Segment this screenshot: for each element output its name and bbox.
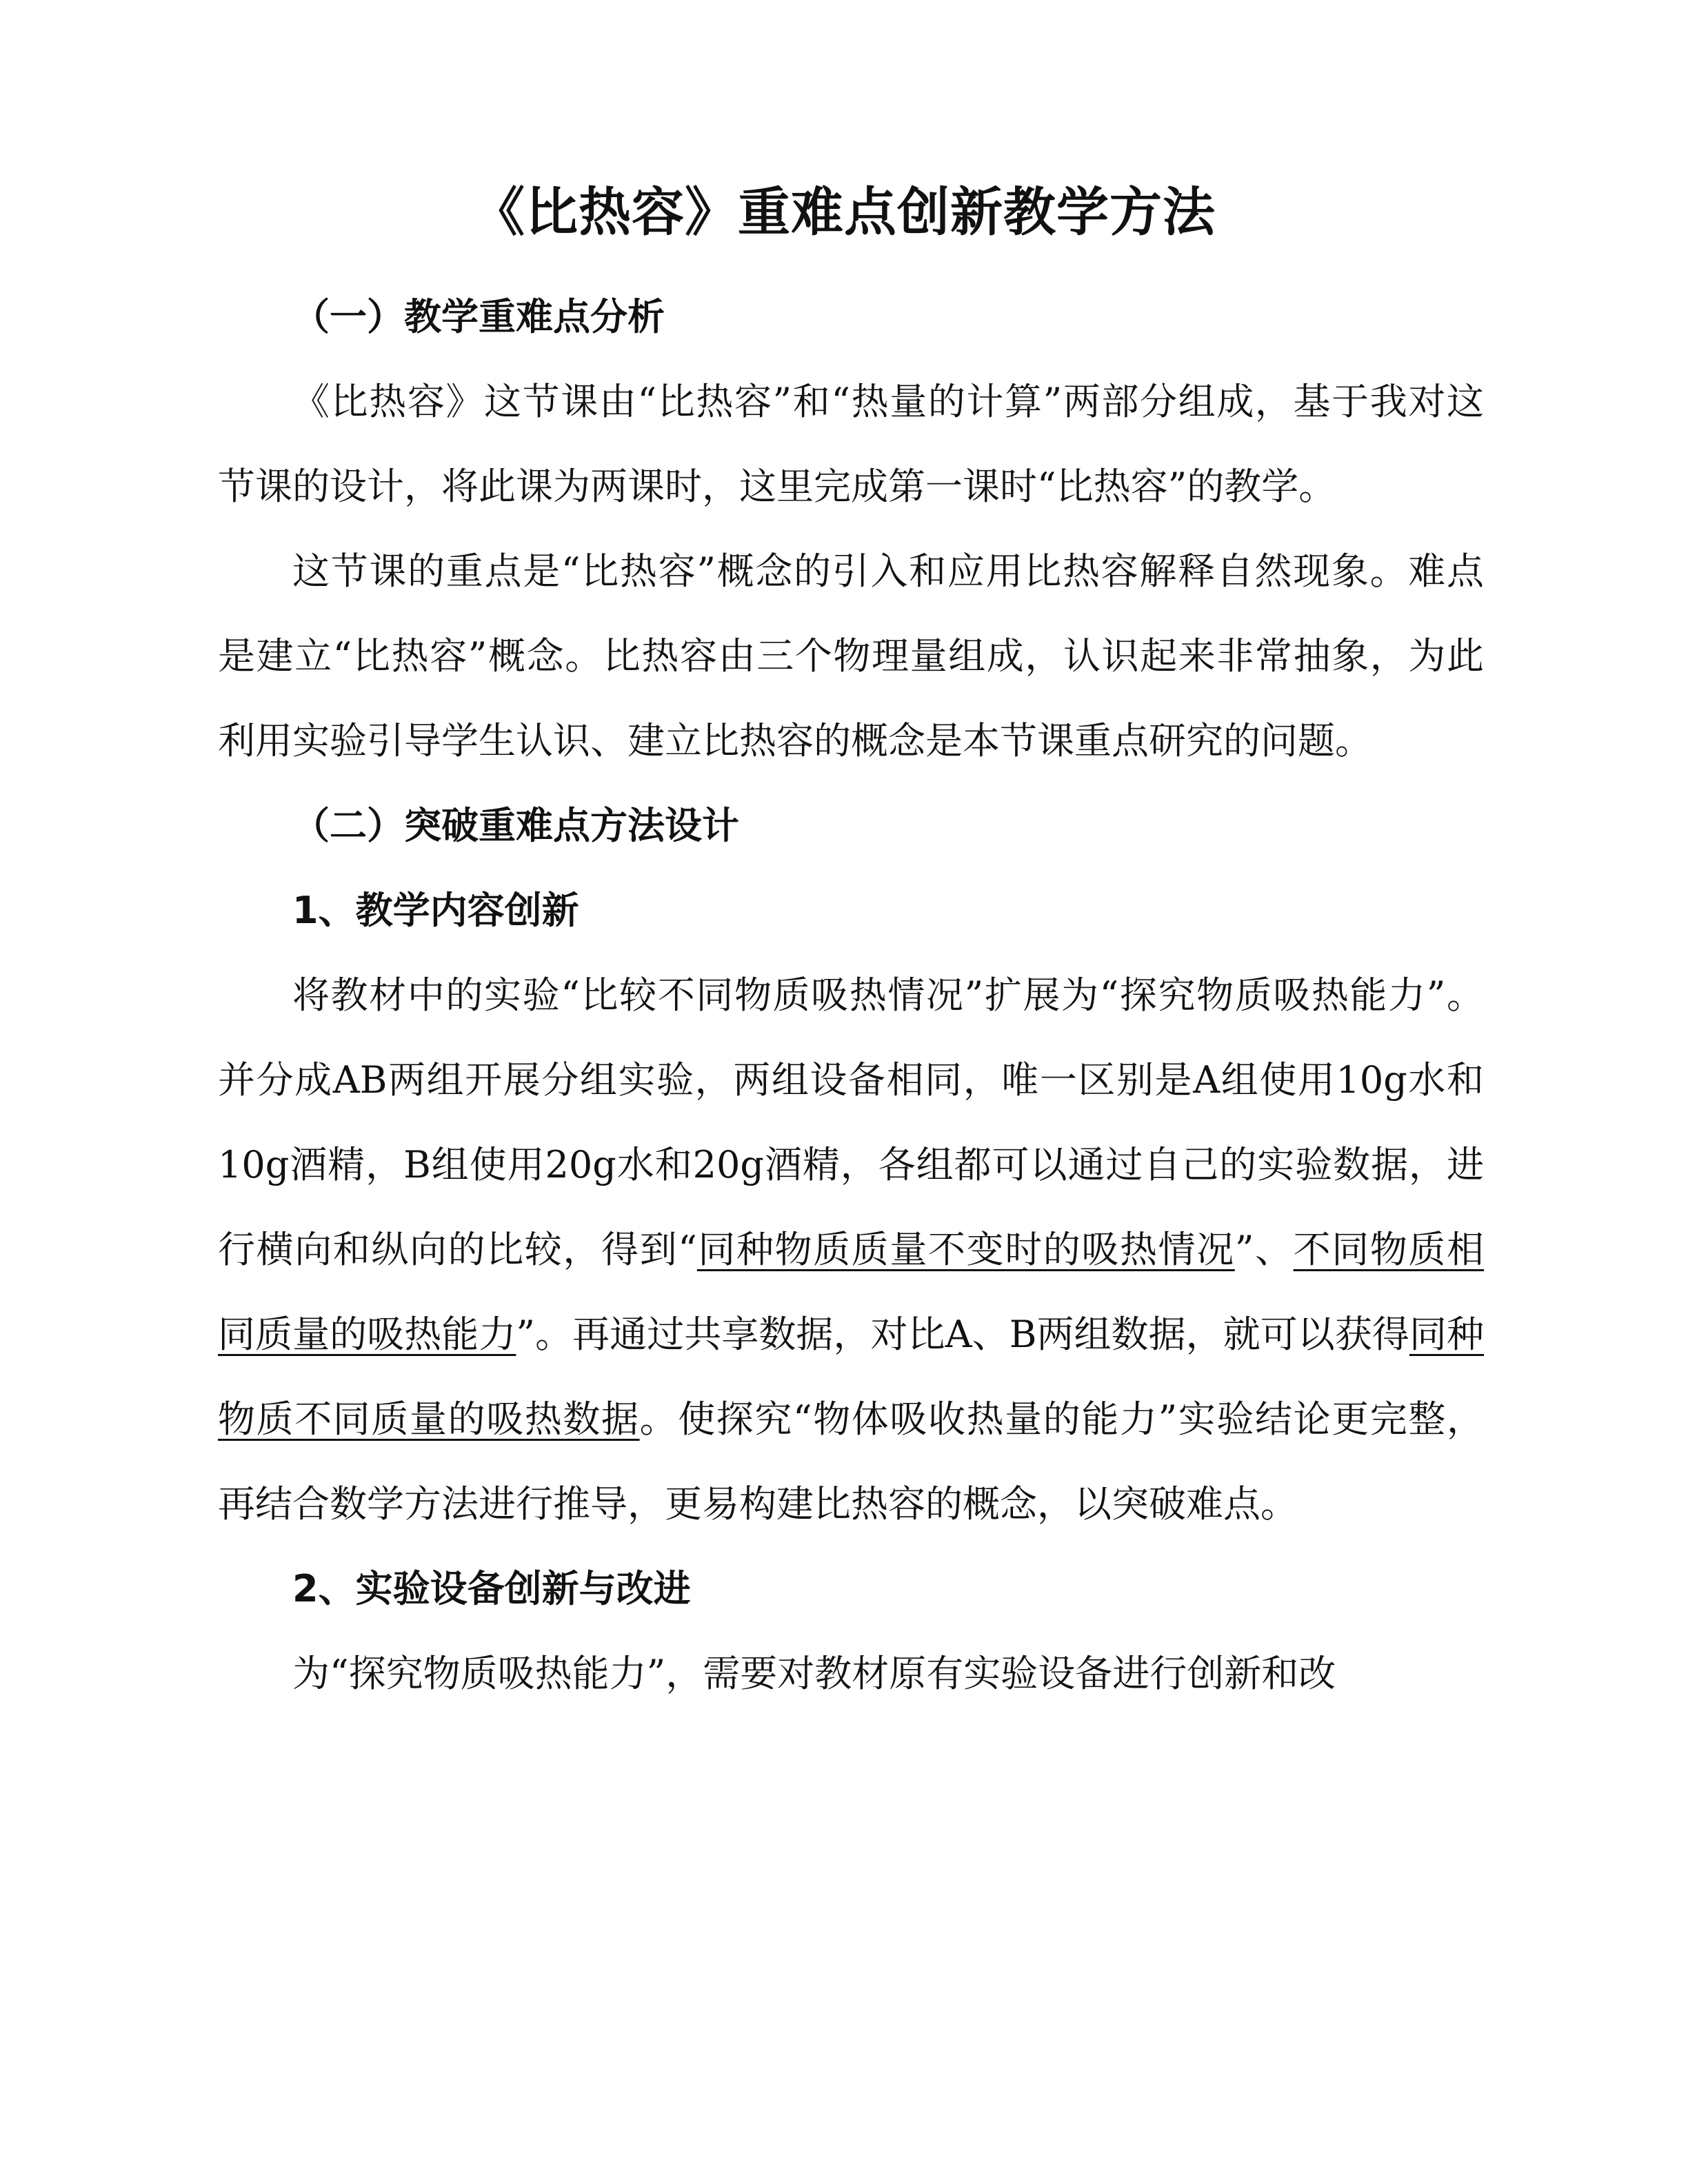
paragraph-equipment-innovation: 为“探究物质吸热能力”，需要对教材原有实验设备进行创新和改: [292, 1652, 1336, 1695]
subsection-heading-equipment-innovation: 2、实验设备创新与改进: [292, 1567, 691, 1610]
paragraph-course-overview: 《比热容》这节课由“比热容”和“热量的计算”两部分组成，基于我对这节课的设计，将此课为两课时，这里完成第一课时“比热容”的教学。: [218, 380, 1484, 508]
text-run: ”。再通过共享数据，对比A、B两组数据，就可以获得: [516, 1313, 1409, 1356]
underlined-phrase-different-substances: 不同物质相同质量的吸热能力: [218, 1228, 1485, 1356]
text-run: 。使探究“物体吸收热量的能力”实验结论更完整，再结合数学方法进行推导，更易构建比热容的概念，以突破难点。: [218, 1397, 1484, 1526]
underlined-phrase-different-mass: 同种物质不同质量的吸热数据: [218, 1313, 1485, 1441]
text-run: 将教材中的实验“比较不同物质吸热情况”扩展为“探究物质吸热能力”。并分成AB两组开展分组实验，两组设备相同，唯一区别是A组使用10g水和10g酒精，B组使用20g水和20g酒精，各组都可以通过自己的实验数据，进行横向和纵向的比较，得到“: [218, 973, 1484, 1271]
paragraph-content-innovation: [218, 953, 1484, 1546]
document-body: [218, 274, 1484, 1716]
section-heading-1: （一）教学重难点分析: [292, 295, 665, 338]
paragraph-key-difficult-points: 这节课的重点是“比热容”概念的引入和应用比热容解释自然现象。难点是建立“比热容”概念。比热容由三个物理量组成，认识起来非常抽象，为此利用实验引导学生认识、建立比热容的概念是本节课重点研究的问题。: [218, 549, 1484, 762]
section-heading-2: （二）突破重难点方法设计: [292, 804, 739, 847]
text-run: ”、: [1234, 1228, 1294, 1271]
document-title: 《比热容》重难点创新教学方法: [472, 181, 1216, 243]
underlined-phrase-same-substance: 同种物质质量不变时的吸热情况: [696, 1228, 1235, 1271]
subsection-heading-content-innovation: 1、教学内容创新: [292, 889, 579, 932]
